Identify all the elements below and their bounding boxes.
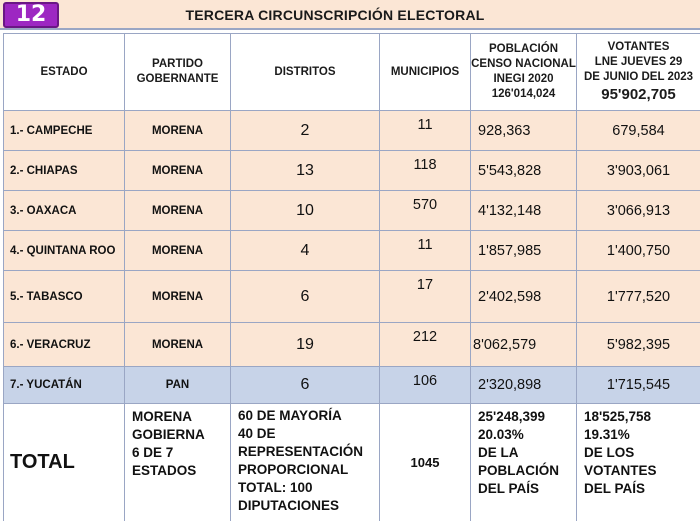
cell-municipios: 11 [380, 231, 471, 271]
cell-distritos: 10 [231, 191, 380, 231]
cell-poblacion: 1'857,985 [471, 231, 577, 271]
cell-municipios: 106 [380, 367, 471, 404]
cell-municipios: 11 [380, 111, 471, 151]
col-header-partido: PARTIDO GOBERNANTE [125, 34, 231, 111]
cell-distritos: 13 [231, 151, 380, 191]
cell-partido: PAN [125, 367, 231, 404]
total-distritos: 60 DE MAYORÍA 40 DE REPRESENTACIÓN PROPORCIONAL TOTAL: 100 DIPUTACIONES [231, 404, 380, 521]
cell-partido: MORENA [125, 111, 231, 151]
table-row [4, 111, 700, 151]
total-label: TOTAL [4, 404, 125, 521]
cell-votantes: 679,584 [577, 111, 700, 151]
cell-votantes: 5'982,395 [577, 323, 700, 367]
title-bar [0, 0, 700, 30]
cell-partido: MORENA [125, 231, 231, 271]
table-row [4, 271, 700, 323]
cell-distritos: 4 [231, 231, 380, 271]
table-row [4, 191, 700, 231]
col-header-distritos: DISTRITOS [231, 34, 380, 111]
col-header-estado: ESTADO [4, 34, 125, 111]
slide-number-badge: 12 [3, 2, 59, 28]
total-municipios: 1045 [380, 404, 471, 521]
total-poblacion: 25'248,399 20.03% DE LA POBLACIÓN DEL PAÍS [471, 404, 577, 521]
cell-distritos: 2 [231, 111, 380, 151]
col-header-municipios: MUNICIPIOS [380, 34, 471, 111]
cell-poblacion: 928,363 [471, 111, 577, 151]
cell-municipios: 118 [380, 151, 471, 191]
header-row [4, 34, 700, 111]
cell-distritos: 6 [231, 367, 380, 404]
cell-votantes: 1'715,545 [577, 367, 700, 404]
cell-poblacion: 2'320,898 [471, 367, 577, 404]
cell-poblacion: 2'402,598 [471, 271, 577, 323]
cell-poblacion: 5'543,828 [471, 151, 577, 191]
cell-municipios: 570 [380, 191, 471, 231]
cell-partido: MORENA [125, 151, 231, 191]
table-row [4, 231, 700, 271]
cell-estado: 7.- YUCATÁN [4, 367, 125, 404]
cell-distritos: 19 [231, 323, 380, 367]
total-row [4, 404, 700, 521]
cell-estado: 6.- VERACRUZ [4, 323, 125, 367]
cell-estado: 5.- TABASCO [4, 271, 125, 323]
cell-estado: 2.- CHIAPAS [4, 151, 125, 191]
cell-municipios: 17 [380, 271, 471, 323]
table-row-highlighted [4, 367, 700, 404]
cell-estado: 4.- QUINTANA ROO [4, 231, 125, 271]
page-title: TERCERA CIRCUNSCRIPCIÓN ELECTORAL [185, 7, 485, 23]
cell-partido: MORENA [125, 191, 231, 231]
table-row [4, 151, 700, 191]
cell-partido: MORENA [125, 323, 231, 367]
col-header-poblacion: POBLACIÓN CENSO NACIONAL INEGI 2020 126'014,024 [471, 34, 577, 111]
cell-partido: MORENA [125, 271, 231, 323]
cell-estado: 3.- OAXACA [4, 191, 125, 231]
cell-votantes: 3'903,061 [577, 151, 700, 191]
cell-distritos: 6 [231, 271, 380, 323]
cell-poblacion: 4'132,148 [471, 191, 577, 231]
table-row [4, 323, 700, 367]
col-header-votantes: VOTANTES LNE JUEVES 29 DE JUNIO DEL 2023 95'902,705 [577, 34, 700, 111]
cell-votantes: 1'400,750 [577, 231, 700, 271]
total-votantes: 18'525,758 19.31% DE LOS VOTANTES DEL PAÍS [577, 404, 700, 521]
cell-estado: 1.- CAMPECHE [4, 111, 125, 151]
cell-votantes: 3'066,913 [577, 191, 700, 231]
cell-votantes: 1'777,520 [577, 271, 700, 323]
cell-municipios: 212 [380, 323, 471, 367]
total-partido: MORENA GOBIERNA 6 DE 7 ESTADOS [125, 404, 231, 521]
cell-poblacion: 8'062,579 [471, 323, 577, 367]
electoral-table [3, 33, 700, 521]
